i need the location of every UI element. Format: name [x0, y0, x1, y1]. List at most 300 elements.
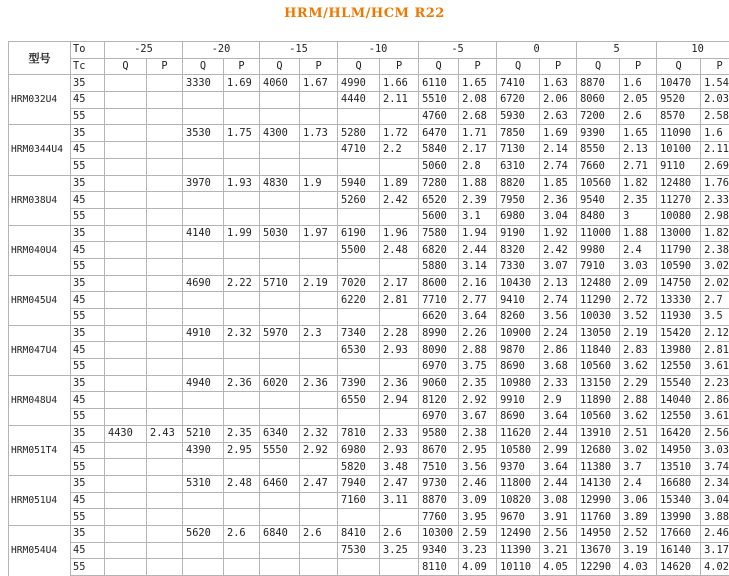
q-value-cell	[105, 225, 147, 242]
model-cell	[9, 309, 71, 326]
p-value-cell	[380, 108, 419, 125]
p-value-cell: 2.38	[701, 242, 729, 259]
q-value-cell: 13330	[657, 292, 701, 309]
q-value-cell	[260, 258, 300, 275]
p-value-cell	[147, 559, 183, 576]
q-header: Q	[183, 58, 224, 75]
p-value-cell: 2.11	[380, 92, 419, 109]
q-value-cell: 13150	[577, 375, 620, 392]
p-value-cell: 3.19	[620, 542, 657, 559]
q-value-cell: 7530	[338, 542, 380, 559]
model-cell	[9, 175, 71, 192]
model-cell	[9, 425, 71, 442]
p-value-cell	[300, 258, 338, 275]
p-header: P	[540, 58, 577, 75]
q-value-cell: 6820	[419, 242, 459, 259]
p-value-cell: 3.61	[701, 409, 729, 426]
q-value-cell: 4710	[338, 142, 380, 159]
q-value-cell: 4690	[183, 275, 224, 292]
p-value-cell: 2.14	[540, 142, 577, 159]
p-value-cell: 1.67	[300, 75, 338, 92]
p-value-cell: 2.86	[701, 392, 729, 409]
q-value-cell: 9410	[497, 292, 540, 309]
p-value-cell	[300, 542, 338, 559]
p-value-cell: 3.75	[459, 359, 497, 376]
p-value-cell: 2.81	[380, 292, 419, 309]
q-value-cell: 10560	[577, 175, 620, 192]
model-column-header: 型号	[9, 42, 71, 75]
q-value-cell: 4910	[183, 325, 224, 342]
p-value-cell	[224, 258, 260, 275]
p-value-cell	[147, 258, 183, 275]
q-value-cell: 10580	[497, 442, 540, 459]
p-value-cell: 2.93	[380, 442, 419, 459]
q-value-cell: 16680	[657, 475, 701, 492]
p-value-cell	[300, 359, 338, 376]
table-row	[9, 142, 729, 159]
q-value-cell: 11890	[577, 392, 620, 409]
q-value-cell	[338, 559, 380, 576]
p-value-cell	[300, 192, 338, 209]
table-row	[9, 509, 729, 526]
table-row	[9, 309, 729, 326]
tc-cell: 45	[71, 292, 105, 309]
p-value-cell: 2.44	[540, 475, 577, 492]
p-value-cell: 3.52	[620, 309, 657, 326]
tc-cell: 55	[71, 208, 105, 225]
model-cell: HRM048U4	[9, 392, 71, 409]
q-value-cell: 9060	[419, 375, 459, 392]
tc-cell: 45	[71, 142, 105, 159]
q-value-cell: 7910	[577, 258, 620, 275]
p-value-cell: 3.95	[459, 509, 497, 526]
p-value-cell: 2.32	[224, 325, 260, 342]
p-value-cell: 2.22	[224, 275, 260, 292]
q-value-cell: 5840	[419, 142, 459, 159]
p-value-cell: 3.88	[701, 509, 729, 526]
q-value-cell	[183, 559, 224, 576]
q-value-cell: 11760	[577, 509, 620, 526]
p-value-cell	[224, 459, 260, 476]
p-value-cell	[147, 392, 183, 409]
model-cell	[9, 275, 71, 292]
p-value-cell: 3.07	[540, 258, 577, 275]
q-value-cell: 13510	[657, 459, 701, 476]
p-value-cell: 2.43	[147, 425, 183, 442]
q-value-cell: 16140	[657, 542, 701, 559]
q-value-cell: 13990	[657, 509, 701, 526]
q-value-cell: 6980	[338, 442, 380, 459]
q-value-cell: 9370	[497, 459, 540, 476]
q-value-cell	[105, 75, 147, 92]
q-value-cell: 12480	[657, 175, 701, 192]
p-value-cell: 3.89	[620, 509, 657, 526]
q-value-cell	[260, 559, 300, 576]
p-value-cell: 2.51	[620, 425, 657, 442]
q-value-cell: 6530	[338, 342, 380, 359]
q-value-cell: 3530	[183, 125, 224, 142]
q-value-cell: 8690	[497, 359, 540, 376]
q-value-cell: 9390	[577, 125, 620, 142]
p-value-cell: 2.44	[459, 242, 497, 259]
q-value-cell: 4140	[183, 225, 224, 242]
page-title: HRM/HLM/HCM R22	[0, 6, 729, 21]
tc-cell: 45	[71, 242, 105, 259]
table-row	[9, 542, 729, 559]
tc-cell: 45	[71, 192, 105, 209]
p-value-cell: 2.17	[459, 142, 497, 159]
q-value-cell: 8990	[419, 325, 459, 342]
model-cell: HRM051T4	[9, 442, 71, 459]
q-value-cell	[260, 208, 300, 225]
q-value-cell	[105, 442, 147, 459]
to-temp-header: 0	[497, 42, 577, 59]
model-cell	[9, 359, 71, 376]
q-value-cell: 9110	[657, 158, 701, 175]
p-value-cell: 3.61	[701, 359, 729, 376]
p-value-cell	[300, 409, 338, 426]
p-value-cell: 1.75	[224, 125, 260, 142]
p-value-cell: 3.48	[380, 459, 419, 476]
p-value-cell: 2.95	[459, 442, 497, 459]
p-value-cell: 3.62	[620, 409, 657, 426]
table-row	[9, 75, 729, 92]
p-value-cell	[380, 158, 419, 175]
table-row	[9, 292, 729, 309]
q-value-cell	[183, 142, 224, 159]
p-value-cell: 2.88	[459, 342, 497, 359]
q-value-cell: 5210	[183, 425, 224, 442]
p-value-cell: 2.6	[620, 108, 657, 125]
p-value-cell	[224, 208, 260, 225]
q-value-cell: 14950	[577, 525, 620, 542]
q-value-cell: 6460	[260, 475, 300, 492]
p-value-cell: 3.08	[540, 492, 577, 509]
q-value-cell	[183, 158, 224, 175]
p-value-cell: 1.6	[620, 75, 657, 92]
p-value-cell: 3.1	[459, 208, 497, 225]
q-value-cell: 6020	[260, 375, 300, 392]
p-value-cell	[224, 559, 260, 576]
p-value-cell	[300, 559, 338, 576]
table-row	[9, 409, 729, 426]
p-value-cell	[300, 92, 338, 109]
p-value-cell: 2.19	[620, 325, 657, 342]
q-value-cell: 10100	[657, 142, 701, 159]
q-header: Q	[419, 58, 459, 75]
q-value-cell	[183, 208, 224, 225]
p-value-cell	[224, 392, 260, 409]
p-value-cell: 1.65	[620, 125, 657, 142]
q-value-cell: 8320	[497, 242, 540, 259]
q-value-cell: 12550	[657, 359, 701, 376]
q-value-cell	[105, 309, 147, 326]
q-value-cell: 7710	[419, 292, 459, 309]
p-value-cell: 2.48	[380, 242, 419, 259]
q-value-cell: 4060	[260, 75, 300, 92]
tc-cell: 45	[71, 342, 105, 359]
q-value-cell: 4300	[260, 125, 300, 142]
p-value-cell: 3.56	[540, 309, 577, 326]
p-value-cell	[224, 158, 260, 175]
p-value-cell	[147, 275, 183, 292]
p-value-cell	[147, 342, 183, 359]
tc-cell: 45	[71, 492, 105, 509]
p-value-cell: 2.47	[300, 475, 338, 492]
p-value-cell	[147, 158, 183, 175]
q-value-cell: 5710	[260, 275, 300, 292]
q-value-cell: 6970	[419, 409, 459, 426]
q-value-cell: 5930	[497, 108, 540, 125]
p-header: P	[300, 58, 338, 75]
p-value-cell	[147, 192, 183, 209]
p-value-cell	[147, 375, 183, 392]
q-value-cell: 11290	[577, 292, 620, 309]
p-value-cell: 2.93	[380, 342, 419, 359]
p-value-cell: 2.92	[300, 442, 338, 459]
p-value-cell: 2.46	[701, 525, 729, 542]
table-row	[9, 158, 729, 175]
p-value-cell	[224, 309, 260, 326]
p-value-cell: 1.63	[540, 75, 577, 92]
p-value-cell	[147, 359, 183, 376]
p-value-cell: 2.35	[620, 192, 657, 209]
q-value-cell: 7760	[419, 509, 459, 526]
q-value-cell: 8110	[419, 559, 459, 576]
q-value-cell: 8820	[497, 175, 540, 192]
q-value-cell	[183, 392, 224, 409]
table-row	[9, 392, 729, 409]
p-value-cell	[380, 559, 419, 576]
p-value-cell: 2.34	[701, 475, 729, 492]
q-value-cell	[260, 242, 300, 259]
tc-cell: 35	[71, 275, 105, 292]
q-value-cell: 7810	[338, 425, 380, 442]
q-value-cell: 5030	[260, 225, 300, 242]
p-header: P	[224, 58, 260, 75]
p-value-cell: 2.94	[380, 392, 419, 409]
q-value-cell	[105, 392, 147, 409]
q-value-cell	[183, 359, 224, 376]
q-value-cell: 7950	[497, 192, 540, 209]
p-value-cell: 2.48	[224, 475, 260, 492]
q-value-cell: 17660	[657, 525, 701, 542]
q-value-cell: 6840	[260, 525, 300, 542]
p-value-cell: 2.36	[380, 375, 419, 392]
q-value-cell: 10430	[497, 275, 540, 292]
p-value-cell	[147, 442, 183, 459]
p-value-cell: 3.06	[620, 492, 657, 509]
q-value-cell: 6980	[497, 208, 540, 225]
q-value-cell: 8260	[497, 309, 540, 326]
model-cell	[9, 108, 71, 125]
q-value-cell: 5620	[183, 525, 224, 542]
q-value-cell: 6620	[419, 309, 459, 326]
p-value-cell: 1.71	[459, 125, 497, 142]
p-value-cell: 2.69	[701, 158, 729, 175]
q-value-cell	[338, 409, 380, 426]
q-value-cell: 7200	[577, 108, 620, 125]
q-value-cell	[105, 359, 147, 376]
table-row	[9, 559, 729, 576]
table-body	[9, 75, 729, 576]
p-value-cell: 2.13	[540, 275, 577, 292]
p-value-cell	[380, 509, 419, 526]
q-value-cell: 3970	[183, 175, 224, 192]
p-value-cell: 2.4	[620, 242, 657, 259]
p-value-cell: 2.2	[380, 142, 419, 159]
tc-cell: 55	[71, 309, 105, 326]
p-value-cell	[224, 142, 260, 159]
p-header: P	[701, 58, 729, 75]
p-value-cell: 2.74	[540, 158, 577, 175]
q-value-cell: 8480	[577, 208, 620, 225]
p-value-cell	[300, 208, 338, 225]
p-value-cell: 3.04	[540, 208, 577, 225]
p-value-cell: 1.69	[540, 125, 577, 142]
q-value-cell	[105, 175, 147, 192]
p-value-cell: 3.25	[380, 542, 419, 559]
table-row	[9, 375, 729, 392]
q-value-cell	[260, 359, 300, 376]
p-value-cell	[147, 292, 183, 309]
q-value-cell: 5970	[260, 325, 300, 342]
p-value-cell	[224, 92, 260, 109]
p-value-cell: 2.42	[380, 192, 419, 209]
p-value-cell: 2.05	[620, 92, 657, 109]
q-value-cell: 14950	[657, 442, 701, 459]
q-value-cell	[338, 108, 380, 125]
p-value-cell: 3.64	[540, 409, 577, 426]
p-value-cell: 1.88	[459, 175, 497, 192]
p-value-cell: 2.24	[540, 325, 577, 342]
tc-cell: 55	[71, 409, 105, 426]
table-row	[9, 325, 729, 342]
q-value-cell	[183, 192, 224, 209]
q-value-cell	[105, 208, 147, 225]
p-value-cell: 3.21	[540, 542, 577, 559]
p-value-cell: 2.98	[701, 208, 729, 225]
q-value-cell	[105, 108, 147, 125]
to-temp-header: -10	[338, 42, 419, 59]
q-value-cell: 11000	[577, 225, 620, 242]
q-value-cell	[105, 459, 147, 476]
to-temp-header: -15	[260, 42, 338, 59]
q-value-cell: 13000	[657, 225, 701, 242]
q-value-cell: 15420	[657, 325, 701, 342]
p-value-cell: 2.74	[540, 292, 577, 309]
p-value-cell	[224, 542, 260, 559]
p-value-cell: 4.05	[540, 559, 577, 576]
tc-cell: 35	[71, 475, 105, 492]
q-value-cell	[260, 409, 300, 426]
q-value-cell: 7580	[419, 225, 459, 242]
q-value-cell: 10980	[497, 375, 540, 392]
p-value-cell: 2.56	[540, 525, 577, 542]
table-row	[9, 225, 729, 242]
p-value-cell	[147, 225, 183, 242]
q-value-cell: 10300	[419, 525, 459, 542]
p-value-cell	[147, 525, 183, 542]
q-value-cell: 5500	[338, 242, 380, 259]
p-value-cell: 3.03	[620, 258, 657, 275]
q-value-cell: 4430	[105, 425, 147, 442]
q-value-cell: 9340	[419, 542, 459, 559]
q-value-cell: 7020	[338, 275, 380, 292]
q-value-cell: 5940	[338, 175, 380, 192]
to-temp-header: -20	[183, 42, 260, 59]
p-value-cell: 3	[620, 208, 657, 225]
q-value-cell: 6340	[260, 425, 300, 442]
q-value-cell	[260, 142, 300, 159]
p-value-cell: 2.28	[380, 325, 419, 342]
q-value-cell: 10590	[657, 258, 701, 275]
p-value-cell: 1.82	[620, 175, 657, 192]
table-row	[9, 242, 729, 259]
p-value-cell: 2.88	[620, 392, 657, 409]
q-value-cell	[105, 492, 147, 509]
p-value-cell: 3.68	[540, 359, 577, 376]
p-value-cell: 3.5	[701, 309, 729, 326]
p-value-cell: 1.54	[701, 75, 729, 92]
p-value-cell: 2.7	[701, 292, 729, 309]
p-value-cell: 1.82	[701, 225, 729, 242]
p-value-cell: 3.64	[540, 459, 577, 476]
q-value-cell	[260, 392, 300, 409]
q-value-cell: 8690	[497, 409, 540, 426]
q-value-cell	[260, 459, 300, 476]
q-value-cell	[183, 542, 224, 559]
p-value-cell	[224, 108, 260, 125]
q-value-cell: 7940	[338, 475, 380, 492]
model-cell	[9, 409, 71, 426]
q-value-cell	[183, 409, 224, 426]
p-value-cell: 2.6	[224, 525, 260, 542]
p-value-cell: 3.11	[380, 492, 419, 509]
q-header: Q	[338, 58, 380, 75]
q-value-cell: 11380	[577, 459, 620, 476]
q-header: Q	[497, 58, 540, 75]
tc-cell: 55	[71, 509, 105, 526]
header-row-tc	[9, 58, 729, 75]
q-value-cell: 7340	[338, 325, 380, 342]
to-temp-header: -25	[105, 42, 183, 59]
q-value-cell	[338, 359, 380, 376]
p-value-cell: 2.12	[701, 325, 729, 342]
model-cell	[9, 125, 71, 142]
p-value-cell	[147, 542, 183, 559]
p-value-cell: 2.99	[540, 442, 577, 459]
p-value-cell: 2.02	[701, 275, 729, 292]
q-value-cell: 12290	[577, 559, 620, 576]
p-value-cell	[147, 208, 183, 225]
q-value-cell: 6470	[419, 125, 459, 142]
q-value-cell: 5310	[183, 475, 224, 492]
q-value-cell: 7130	[497, 142, 540, 159]
p-value-cell: 3.09	[459, 492, 497, 509]
q-value-cell: 14040	[657, 392, 701, 409]
q-value-cell: 11930	[657, 309, 701, 326]
p-value-cell: 2.9	[540, 392, 577, 409]
q-value-cell: 8550	[577, 142, 620, 159]
q-value-cell: 10470	[657, 75, 701, 92]
p-value-cell: 2.33	[540, 375, 577, 392]
p-value-cell	[224, 242, 260, 259]
p-value-cell	[380, 208, 419, 225]
p-value-cell: 3.03	[701, 442, 729, 459]
p-value-cell: 1.97	[300, 225, 338, 242]
p-value-cell	[224, 342, 260, 359]
